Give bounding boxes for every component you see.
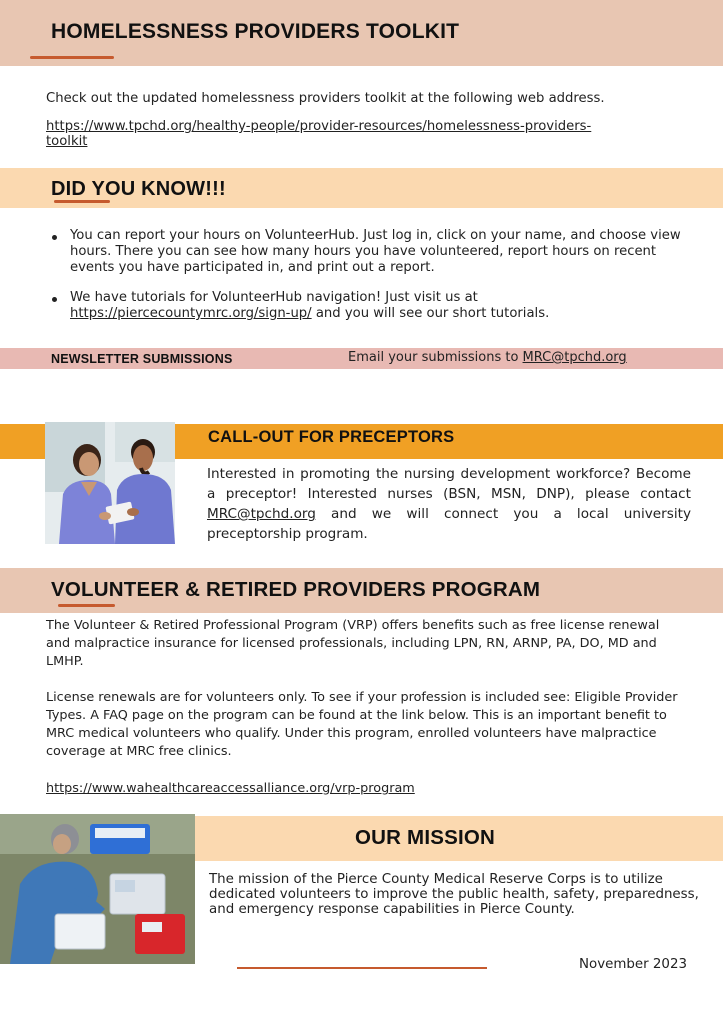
newsletter-label: NEWSLETTER SUBMISSIONS: [51, 352, 233, 366]
preceptors-text-pre: Interested in promoting the nursing development workforce? Become a preceptor! Interested nurses (BSN, MSN, DNP), please contact: [207, 466, 691, 502]
newsletter-prefix: Email your submissions to: [348, 350, 523, 365]
mission-photo: [0, 814, 195, 964]
list-item: [46, 290, 694, 322]
toolkit-link[interactable]: [46, 119, 696, 149]
mission-text: The mission of the Pierce County Medical Reserve Corps is to utilize dedicated volunteers to improve the public health, safety, preparedness, and emergency response capabilities in Pierce County.: [209, 872, 699, 917]
toolkit-heading-underline: [30, 56, 114, 59]
list-item: [46, 228, 694, 276]
footer-divider: [237, 967, 487, 969]
preceptors-text-post: and we will connect you a local university preceptorship program.: [207, 506, 691, 542]
preceptors-text: [207, 464, 691, 544]
did-you-know-underline: [54, 200, 110, 203]
vrp-heading: VOLUNTEER & RETIRED PROVIDERS PROGRAM: [51, 578, 541, 601]
toolkit-heading: HOMELESSNESS PROVIDERS TOOLKIT: [51, 20, 460, 43]
preceptors-heading: CALL-OUT FOR PRECEPTORS: [208, 428, 455, 446]
bullet-text-hours: You can report your hours on VolunteerHub. Just log in, click on your name, and choose view hours. There you can see how many hours you have volunteered, report hours on recent events you have participated in, and print out a report.: [70, 228, 681, 275]
toolkit-intro: Check out the updated homelessness providers toolkit at the following web address.: [46, 91, 605, 106]
vrp-paragraph-1: The Volunteer & Retired Professional Program (VRP) offers benefits such as free license renewal and malpractice insurance for licensed professionals, including LPN, RN, ARNP, PA, DO, MD and LMHP.: [46, 618, 660, 669]
vrp-link[interactable]: https://www.wahealthcareaccessalliance.org/vrp-program: [46, 781, 415, 796]
bullet-text-tutorials-end: and you will see our short tutorials.: [311, 306, 550, 321]
toolkit-link-line2[interactable]: toolkit: [46, 134, 88, 149]
volunteer-photo-illustration: [0, 814, 195, 964]
nurses-photo: [45, 422, 175, 544]
vrp-heading-underline: [58, 604, 115, 607]
signup-link[interactable]: https://piercecountymrc.org/sign-up/: [70, 306, 312, 321]
footer-date: November 2023: [579, 957, 687, 972]
bullet-text-tutorials: We have tutorials for VolunteerHub navigation! Just visit us at: [70, 290, 478, 305]
did-you-know-list: [46, 228, 694, 322]
mission-heading: OUR MISSION: [355, 826, 496, 849]
toolkit-link-line1[interactable]: https://www.tpchd.org/healthy-people/provider-resources/homelessness-providers-: [46, 119, 592, 134]
vrp-paragraph-2: License renewals are for volunteers only. To see if your profession is included see: Eligible Provider Types. A FAQ page on the program can be found at the link below. This is an important benefit to MRC medical volunteers who qualify. Under this program, enrolled volunteers have malpractice coverage at MRC free clinics.: [46, 690, 678, 759]
preceptors-email-link[interactable]: MRC@tpchd.org: [207, 506, 316, 522]
did-you-know-heading: DID YOU KNOW!!!: [51, 178, 226, 200]
newsletter-email-link[interactable]: MRC@tpchd.org: [522, 350, 627, 365]
newsletter-text: [348, 349, 627, 366]
nurses-illustration: [45, 422, 175, 544]
